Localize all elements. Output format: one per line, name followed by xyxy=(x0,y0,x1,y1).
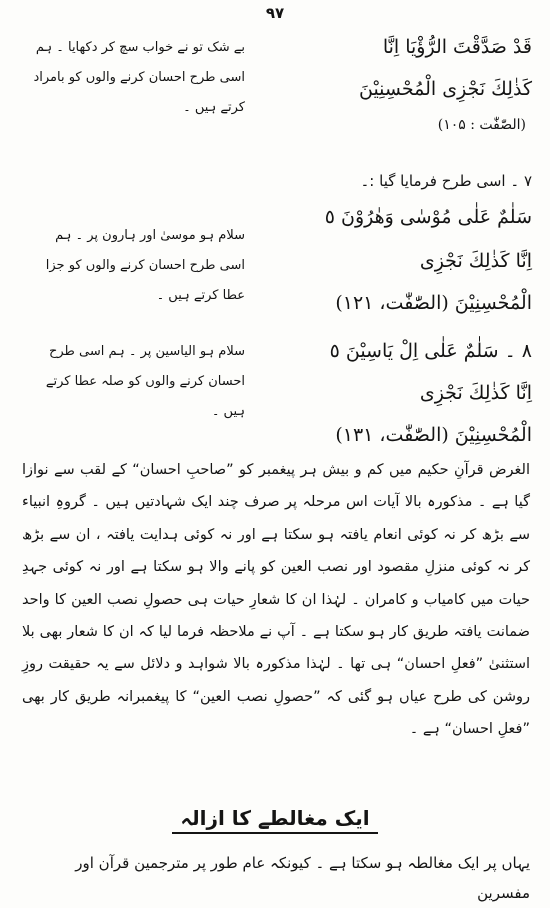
arabic-verse-line: قَدْ صَدَّقْتَ الرُّؤْيَا اِنَّا xyxy=(382,36,532,58)
arabic-verse-line: ۸ ۔ سَلٰمٌ عَلٰى اِلْ يَاسِيْنَ ٥ xyxy=(329,340,532,362)
arabic-verse-line: اِنَّا كَذٰلِكَ نَجْزِى xyxy=(419,382,532,404)
section-heading-text: ایک مغالطے کا ازالہ xyxy=(172,806,377,834)
arabic-verse-line: الْمُحْسِنِيْنَ (الصّٰفّٰت، ۱۲۱) xyxy=(335,292,532,314)
surah-reference: (الصّٰفّٰت : ۱۰۵) xyxy=(437,117,526,133)
translation-line: بے شک تو نے خواب سچ کر دکھایا ۔ ہم xyxy=(35,40,245,55)
arabic-verse-line: سَلٰمٌ عَلٰى مُوْسٰى وَهٰرُوْنَ ٥ xyxy=(324,206,532,228)
arabic-verse-line: كَذٰلِكَ نَجْزِى الْمُحْسِنِيْنَ xyxy=(358,78,532,100)
translation-line: کرتے ہیں ۔ xyxy=(183,100,245,115)
translation-line: اسی طرح احسان کرنے والوں کو بامراد xyxy=(33,70,245,85)
body-paragraph: الغرض قرآنِ حکیم میں کم و بیش ہر پیغمبر کو ”صاحبِ احسان“ کے لقب سے نوازا گیا ہے ۔ مذکورہ بالا آیات اس مرحلہ پر صرف چند ایک شہادتیں ہیں ۔ گروہِ انبیاء سے بڑھ کر نہ کوئی انعام یافتہ ہو سکتا ہے اور نہ کوئی ہدایت یافتہ ، ان سے بڑھ کر نہ کوئی منزلِ مقصود اور نصب العین کو پانے والا ہو سکتا ہے اور نہ کوئی جہدِ حیات میں کامیاب و کامران ۔ لہٰذا ان کا شعارِ حیات ہی حصولِ نصب العین کا واحد ضمانت یافتہ طریق کار ہو سکتا ہے ۔ آپ نے ملاحظہ فرما لیا کہ ان کا شعار بھی بلا استثنیٰ ”فعلِ احسان“ ہی تھا ۔ لہٰذا مذکورہ بالا شواہد و دلائل سے یہ حقیقت روزِ روشن کی طرح عیاں ہو گئی کہ ”حصولِ نصب العین“ کا پیغمبرانہ طریق کار بھی ”فعلِ احسان“ ہے ۔ xyxy=(22,462,530,738)
translation-line: اسی طرح احسان کرنے والوں کو جزا xyxy=(45,258,245,273)
arabic-verse-line: اِنَّا كَذٰلِكَ نَجْزِى xyxy=(419,250,532,272)
page-number: ۹۷ xyxy=(265,4,285,22)
translation-line: عطا کرتے ہیں ۔ xyxy=(156,288,245,303)
body-line: یہاں پر ایک مغالطہ ہو سکتا ہے ۔ کیونکہ عام طور پر مترجمین قرآن اور مفسرین xyxy=(75,854,530,902)
arabic-verse-line: الْمُحْسِنِيْنَ (الصّٰفّٰت، ۱۳۱) xyxy=(335,424,532,446)
section-heading xyxy=(0,806,550,830)
translation-line: سلام ہو موسیٰ اور ہارون پر ۔ ہم xyxy=(55,228,245,243)
translation-line: سلام ہو الیاسین پر ۔ ہم اسی طرح xyxy=(48,344,245,359)
translation-line: احسان کرنے والوں کو صلہ عطا کرتے xyxy=(45,374,245,389)
translation-line: ہیں ۔ xyxy=(211,404,245,419)
section-intro: ۷ ۔ اسی طرح فرمایا گیا :۔ xyxy=(360,172,532,190)
